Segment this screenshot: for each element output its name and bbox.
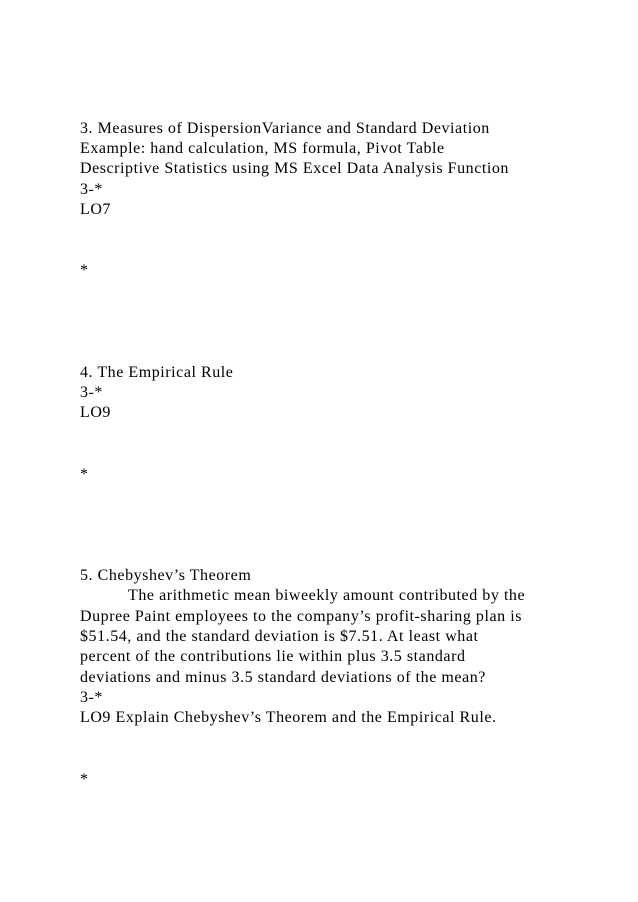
section-5-heading: 5. Chebyshev’s Theorem [80,567,252,584]
section-5-body-line: Dupree Paint employees to the company’s profit-sharing plan is [80,608,523,625]
section-3-slide-number: 3-* [80,181,103,198]
section-4-heading: 4. The Empirical Rule [80,364,234,381]
section-3-descriptive-line: Descriptive Statistics using MS Excel Data Analysis Function [80,160,509,177]
section-4-slide-number: 3-* [80,384,103,401]
section-4-learning-objective: LO9 [80,404,111,421]
section-3-example-line: Example: hand calculation, MS formula, Pivot Table [80,140,445,157]
section-5-body-line: deviations and minus 3.5 standard deviations of the mean? [80,669,486,686]
section-5-body-line: percent of the contributions lie within plus 3.5 standard [80,648,466,665]
section-3-heading: 3. Measures of DispersionVariance and Standard Deviation [80,120,490,137]
section-3-learning-objective: LO7 [80,201,111,218]
section-4-slide-marker: * [80,466,89,483]
section-5-body-line: $51.54, and the standard deviation is $7.51. At least what [80,628,479,645]
section-3-slide-marker: * [80,262,89,279]
section-5-slide-number: 3-* [80,689,103,706]
section-5-slide-marker: * [80,771,89,788]
section-5-body-line: The arithmetic mean biweekly amount contributed by the [128,587,526,604]
section-5-learning-objective: LO9 Explain Chebyshev’s Theorem and the Empirical Rule. [80,709,497,726]
